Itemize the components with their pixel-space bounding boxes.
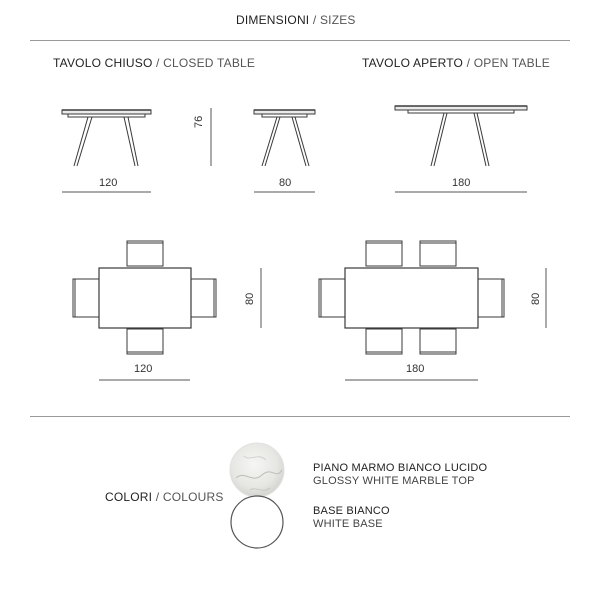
closed-width-dim-label: 120 <box>99 177 118 189</box>
plan-closed-depth-dim-label: 80 <box>244 292 256 305</box>
closed-side-elevation <box>254 110 315 166</box>
plan-closed-width-dim-label: 120 <box>134 363 153 375</box>
colours-label-sep: / <box>152 490 163 504</box>
title-main: DIMENSIONI <box>236 13 310 27</box>
colours-label-alt: COLOURS <box>162 490 224 504</box>
open-label-sep: / <box>463 56 474 70</box>
swatch-marble-label <box>313 462 487 488</box>
open-plan-view <box>319 241 504 354</box>
title-sep: / <box>309 13 320 27</box>
plan-open-width-dim-label: 180 <box>406 363 425 375</box>
title-alt: SIZES <box>319 13 356 27</box>
side-depth-dim-label: 80 <box>279 177 292 189</box>
open-front-elevation <box>395 106 527 166</box>
swatch-marble-name-it: PIANO MARMO BIANCO LUCIDO <box>313 462 488 474</box>
middle-divider <box>30 416 570 417</box>
swatch-base-name-en: WHITE BASE <box>313 518 383 530</box>
closed-label-main: TAVOLO CHIUSO <box>53 56 153 70</box>
closed-plan-view <box>73 241 216 354</box>
open-label-main: TAVOLO APERTO <box>362 56 464 70</box>
swatch-marble-name-en: GLOSSY WHITE MARBLE TOP <box>313 475 475 487</box>
closed-label-alt: CLOSED TABLE <box>163 56 256 70</box>
colours-heading <box>105 490 224 504</box>
open-label-alt: OPEN TABLE <box>473 56 550 70</box>
swatch-base-label <box>313 505 390 531</box>
closed-label-sep: / <box>152 56 164 70</box>
marble-swatch-graphic <box>230 443 284 497</box>
closed-front-elevation <box>62 110 151 166</box>
white-base-swatch-graphic <box>231 496 283 548</box>
plan-open-depth-dim-label: 80 <box>530 292 542 305</box>
open-width-dim-label: 180 <box>452 177 471 189</box>
height-dim-label: 76 <box>193 115 205 128</box>
colours-label-main: COLORI <box>105 490 153 504</box>
swatch-base-name-it: BASE BIANCO <box>313 505 390 517</box>
